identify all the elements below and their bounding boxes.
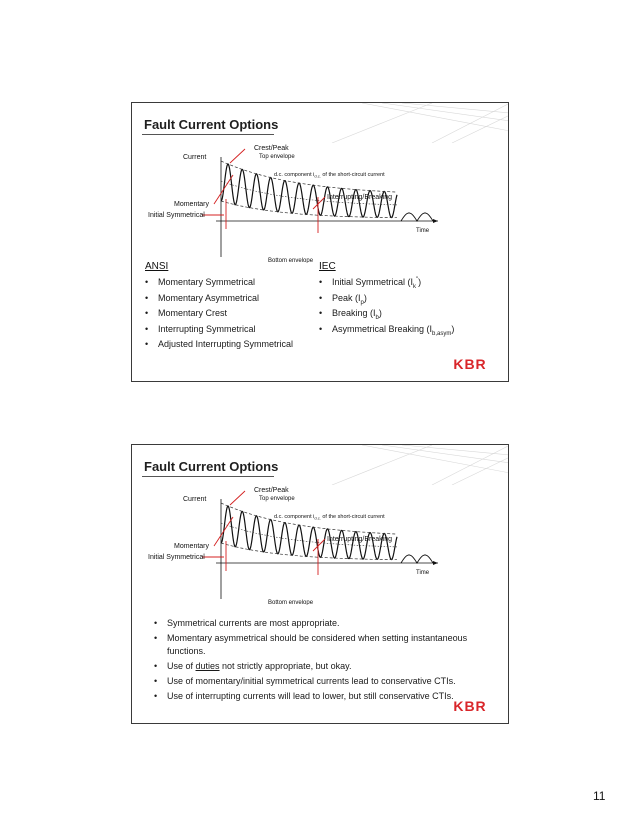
list-item: • Momentary asymmetrical should be considered when setting instantaneous functions.: [154, 632, 494, 658]
crest-peak-label: Crest/Peak: [254, 487, 289, 494]
page-number: 11: [593, 789, 606, 803]
initial-symmetrical-label: Initial Symmetrical: [148, 554, 205, 561]
slide-1: [131, 102, 509, 382]
duties-underlined: duties: [195, 661, 220, 671]
dc-component-label: d.c. component $i_{d.c.}$ of the short-circuit current: [274, 514, 385, 521]
kbr-logo: [444, 357, 496, 371]
crest-peak-pointer: [230, 491, 245, 505]
list-item: • Adjusted Interrupting Symmetrical: [145, 337, 293, 353]
fault-current-diagram: [132, 481, 509, 605]
dc-component-label: d.c. component $i_{d.c.}$ of the short-circuit current: [274, 172, 385, 179]
list-item: • Momentary Asymmetrical: [145, 291, 293, 307]
list-item: • Peak $(I_p)$: [319, 291, 454, 307]
ansi-heading: ANSI: [145, 261, 169, 272]
crest-peak-label: Crest/Peak: [254, 145, 289, 152]
current-label: Current: [183, 496, 207, 503]
list-item: • Interrupting Symmetrical: [145, 322, 293, 338]
list-item: • Use of duties not strictly appropriate, but okay.: [154, 660, 494, 673]
fault-current-diagram: [132, 139, 509, 263]
interrupting-breaking-label: Interrupting/Breaking: [327, 194, 392, 201]
interrupting-breaking-label: Interrupting/Breaking: [327, 536, 392, 543]
list-item: • Momentary Crest: [145, 306, 293, 322]
list-item: • Use of momentary/initial symmetrical currents lead to conservative CTIs.: [154, 675, 494, 688]
post-break-tail: [401, 213, 433, 221]
top-envelope-label: Top envelope: [259, 496, 295, 502]
momentary-label: Momentary: [174, 543, 210, 550]
time-axis-arrow: [433, 219, 438, 223]
waveform-layer: [202, 149, 438, 257]
fault-current-waveform: [132, 139, 509, 263]
list-item: • Breaking $(I_b)$: [319, 306, 454, 322]
momentary-label: Momentary: [174, 201, 210, 208]
slide-title: Fault Current Options: [144, 459, 279, 474]
top-envelope-label: Top envelope: [259, 154, 295, 160]
list-item: • Use of interrupting currents will lead to lower, but still conservative CTIs.: [154, 690, 494, 703]
kbr-logo-text: KBR: [453, 357, 487, 371]
list-item: • Asymmetrical Breaking $(I_{b,asym})$: [319, 322, 454, 338]
notes-list: [154, 617, 494, 703]
time-axis-arrow: [433, 561, 438, 565]
slide-title: Fault Current Options: [144, 117, 279, 132]
iec-list: [319, 275, 454, 337]
kbr-logo-text: KBR: [453, 699, 487, 713]
time-axis-label: Time: [416, 228, 430, 234]
title-underline: [142, 476, 274, 477]
iec-heading: IEC: [319, 261, 336, 272]
list-item: • Initial Symmetrical $(I_k^")$: [319, 275, 454, 291]
bottom-envelope-label: Bottom envelope: [268, 600, 314, 605]
list-item: • Symmetrical currents are most appropriate.: [154, 617, 494, 630]
momentary-pointer: [214, 175, 233, 204]
momentary-pointer: [214, 517, 233, 546]
kbr-logo: [444, 699, 496, 713]
initial-symmetrical-label: Initial Symmetrical: [148, 212, 205, 219]
waveform-layer: [202, 491, 438, 599]
slide-2: [131, 444, 509, 724]
ansi-list: [145, 275, 293, 353]
post-break-tail: [401, 555, 433, 563]
fault-current-waveform: [132, 481, 509, 605]
list-item: • Momentary Symmetrical: [145, 275, 293, 291]
crest-peak-pointer: [230, 149, 245, 163]
title-underline: [142, 134, 274, 135]
bottom-envelope-label: Bottom envelope: [268, 258, 314, 263]
current-label: Current: [183, 154, 207, 161]
time-axis-label: Time: [416, 570, 430, 576]
